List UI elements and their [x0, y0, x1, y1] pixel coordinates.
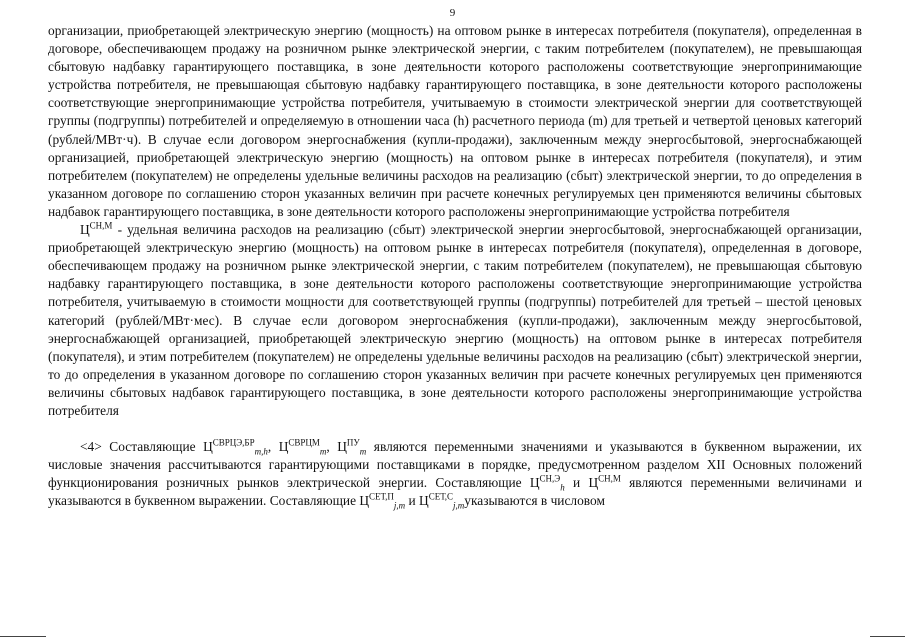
symbol-tsn-e: $Ц^{СН,Э}_h$ — [529, 473, 565, 493]
symbol-svrtse-br: $Ц^{СВРЦЭ,БР}_{m,h}$ — [203, 437, 268, 457]
symbol-tsn-m: $Ц^{СН,М}$ — [80, 220, 113, 238]
scan-edge-left — [0, 636, 46, 637]
symbol-set-p: $Ц^{СЕТ,П}_{j,m}$ — [359, 491, 406, 512]
paragraph-text: - удельная величина расходов на реализацию (сбыт) электрической энергии энергосбытовой, энергоснабжающей организации, приобретающей электрическую энергию (мощность) на оптовом рынке в интересах потребителя (покупателя), определенная в договоре, обеспечивающем продажу на розничном рынке электрической энергии, с таким потребителем (покупателем), не превышающая сбытовую надбавку гарантирующего поставщика, в зоне деятельности которого расположены соответствующие энергопринимающие устройства потребителя, учитываемую в стоимости мощности для соответствующей группы (подгруппы) потребителей для третьей – шестой ценовых категорий (рублей/МВт·мес). В случае если договором энергоснабжения (купли-продажи), заключенным между энергосбытовой, энергоснабжающей организацией, приобретающей электрическую энергию (мощность) на оптовом рынке в интересах потребителя (покупателя), и этим потребителем (покупателем) не определены удельные величины расходов на реализацию (сбыт) электрической энергии, то до определения в указанном договоре по соглашению сторон указанных величин при расчете конечных регулируемых цен применяются величины сбытовых надбавок гарантирующего поставщика, в зоне деятельности которого расположены энергопринимающие устройства потребителя — [48, 222, 862, 418]
symbol-tsn-m-2: $Ц^{СН,М}$ — [588, 473, 621, 491]
symbol-set-s: $Ц^{СЕТ,С}_{j,m}$ — [419, 491, 465, 512]
footnote-4: <4> Составляющие $Ц^{СВРЦЭ,БР}_{m,h}$, $Ц^{СВРЦМ}_m$, $Ц^{ПУ}_m$ являются переменными значениями и указываются в буквенном выражении, их числовые значения рассчитываются гарантирующими поставщиками в порядке, предусмотренном разделом XII Основных положений функционирования розничных рынков электрической энергии. Составляющие $Ц^{СН,Э}_h$ и $Ц^{СН,М}$ являются переменными величинами и указываются в буквенном выражении. Составляющие $Ц^{СЕТ,П}_{j,m}$ и $Ц^{СЕТ,С}_{j,m}указываются$ в числовом — [48, 437, 862, 512]
symbol-svrtsm: $Ц^{СВРЦМ}_m$ — [278, 437, 327, 457]
paragraph-sales-expense-capacity — [48, 221, 862, 420]
document-body — [48, 22, 862, 510]
paragraph-sales-expense-energy: организации, приобретающей электрическую энергию (мощность) на оптовом рынке в интересах потребителя (покупателя), определенная в договоре, обеспечивающем продажу на розничном рынке электрической энергии, с таким потребителем (покупателем), не превышающая сбытовую надбавку гарантирующего поставщика, в зоне деятельности которого расположены соответствующие энергопринимающие устройства потребителя, не превышающая сбытовую надбавку гарантирующего поставщика, в зоне деятельности которого расположены соответствующие энергопринимающие устройства потребителя, учитываемую в стоимости электрической энергии для соответствующей группы (подгруппы) потребителей и определяемую в отношении часа (h) расчетного периода (m) для третьей и четвертой ценовых категорий (рублей/МВт·ч). В случае если договором энергоснабжения (купли-продажи), заключенным между энергосбытовой, энергоснабжающей организацией, приобретающей электрическую энергию (мощность) на оптовом рынке в интересах потребителя (покупателя), и этим потребителем (покупателем) не определены удельные величины расходов на реализацию (сбыт) электрической энергии, то до определения в указанном договоре по соглашению сторон указанных величин при расчете конечных регулируемых цен применяются величины сбытовых надбавок гарантирующего поставщика, в зоне деятельности которого расположены энергопринимающие устройства потребителя — [48, 23, 862, 219]
page-number: 9 — [449, 7, 456, 19]
scan-edge-right — [870, 636, 905, 637]
symbol-pu: $Ц^{ПУ}_m$ — [337, 437, 367, 457]
